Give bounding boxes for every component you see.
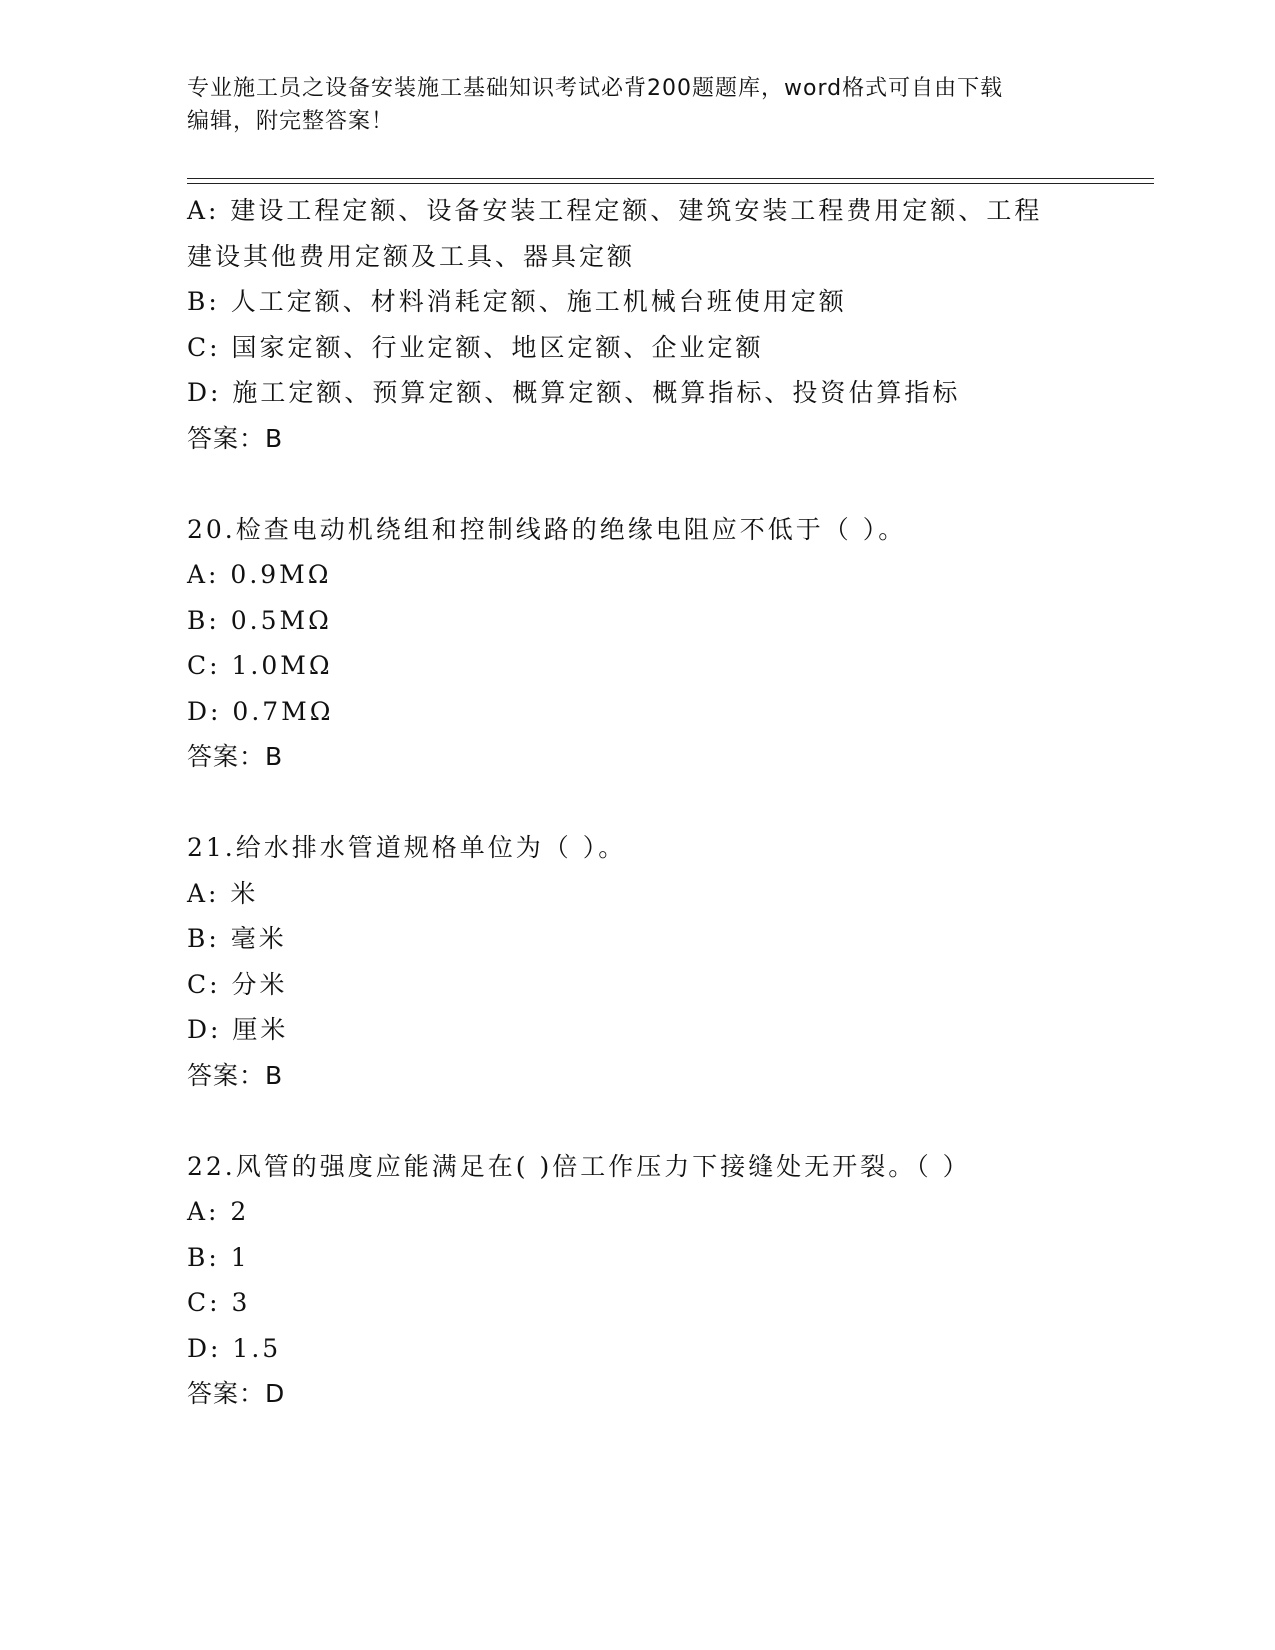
answer-line: 答案：B (187, 1060, 284, 1090)
option-b: B: 毫米 (187, 924, 287, 953)
spacer (187, 1098, 1147, 1144)
option-a-line-2: 建设其他费用定额及工具、器具定额 (187, 241, 636, 271)
option-b: B: 0.5MΩ (187, 605, 332, 635)
spacer (187, 780, 1147, 826)
option-d: D: 施工定额、预算定额、概算定额、概算指标、投资估算指标 (187, 378, 961, 407)
question-title: 21.给水排水管道规格单位为（ ）。 (187, 833, 627, 862)
option-b: B: 1 (187, 1242, 250, 1272)
option-b: B: 人工定额、材料消耗定额、施工机械台班使用定额 (187, 287, 847, 316)
option-c: C: 国家定额、行业定额、地区定额、企业定额 (187, 332, 764, 362)
option-a: A: 米 (187, 878, 259, 908)
option-d: D: 厘米 (187, 1015, 289, 1044)
question-block-19 (187, 188, 1147, 461)
answer-line: 答案：B (187, 742, 284, 771)
header-divider-top (187, 178, 1154, 179)
answer-line: 答案：B (187, 423, 284, 453)
header-divider-bottom (187, 183, 1154, 184)
option-c: C: 3 (187, 1288, 251, 1317)
question-block-21 (187, 825, 1147, 1098)
document-header (187, 72, 1087, 138)
question-content (187, 188, 1147, 1417)
option-d: D: 0.7MΩ (187, 696, 334, 726)
header-line-1: 专业施工员之设备安装施工基础知识考试必背200题题库，word格式可自由下载 (187, 76, 1004, 101)
question-block-22 (187, 1144, 1147, 1417)
option-a: A: 0.9MΩ (187, 560, 332, 589)
option-c: C: 1.0MΩ (187, 651, 333, 680)
question-title: 20.检查电动机绕组和控制线路的绝缘电阻应不低于（ ）。 (187, 514, 907, 544)
option-c: C: 分米 (187, 969, 288, 999)
option-a-line-1: A: 建设工程定额、设备安装工程定额、建筑安装工程费用定额、工程 (187, 196, 1043, 225)
option-d: D: 1.5 (187, 1333, 282, 1363)
header-line-2: 编辑，附完整答案！ (187, 109, 395, 134)
question-block-20 (187, 507, 1147, 780)
option-a: A: 2 (187, 1197, 250, 1226)
answer-line: 答案：D (187, 1379, 286, 1408)
question-title: 22.风管的强度应能满足在( )倍工作压力下接缝处无开裂。（ ） (187, 1151, 971, 1181)
spacer (187, 461, 1147, 507)
